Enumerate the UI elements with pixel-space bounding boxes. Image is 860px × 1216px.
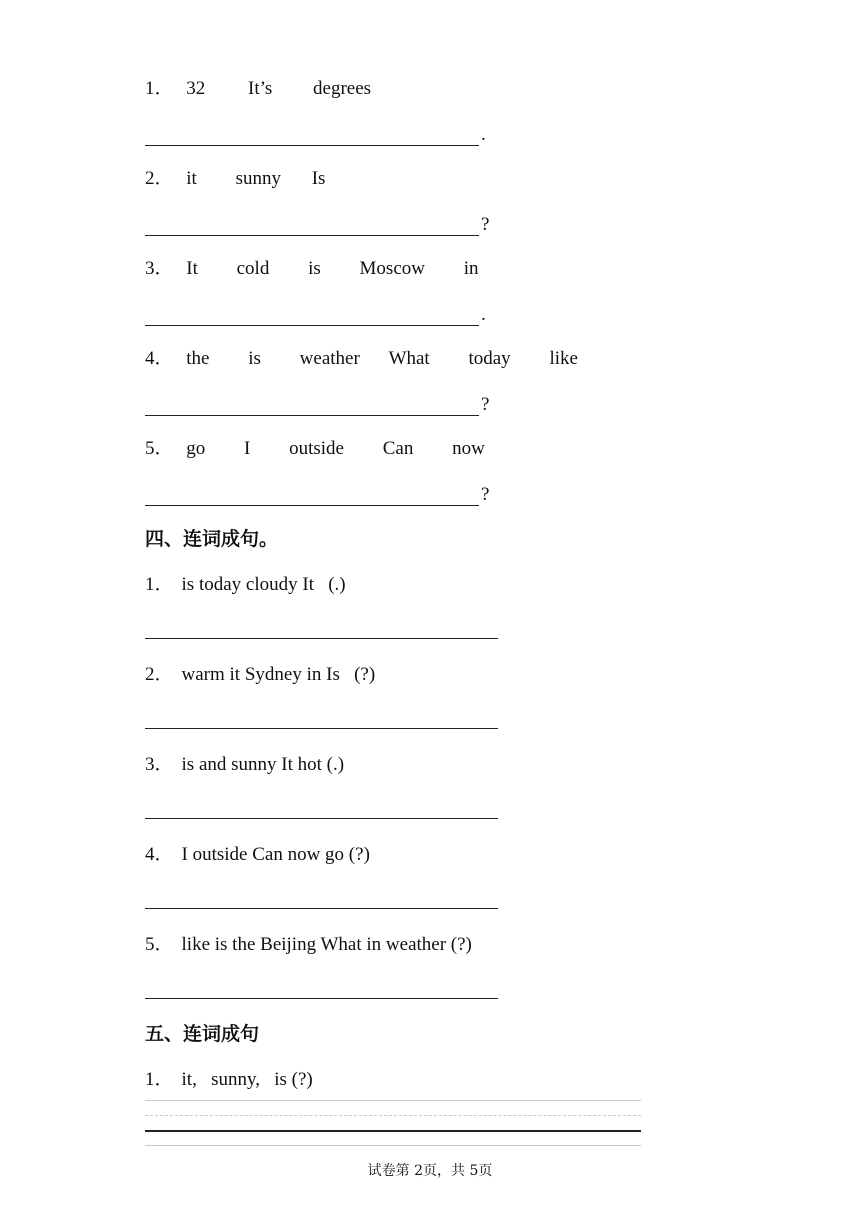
word: What	[388, 348, 430, 369]
question-line	[145, 78, 371, 100]
word: now	[452, 438, 485, 459]
question-number: 5．	[145, 934, 174, 955]
word: 32	[186, 78, 206, 99]
answer-blank[interactable]	[145, 394, 489, 416]
question-line	[145, 934, 472, 956]
question-text: it, sunny, is (?)	[181, 1069, 313, 1090]
word: Moscow	[359, 258, 425, 279]
question-number: 1．	[145, 78, 174, 99]
question-line	[145, 1069, 313, 1091]
question-line	[145, 754, 344, 776]
answer-line[interactable]	[145, 998, 498, 999]
end-punctuation: .	[481, 304, 486, 325]
question-line	[145, 664, 375, 686]
word: It’s	[248, 78, 273, 99]
answer-blank[interactable]	[145, 124, 486, 146]
answer-line[interactable]	[145, 818, 498, 819]
question-number: 1．	[145, 1069, 174, 1090]
word: like	[549, 348, 578, 369]
writing-guide-line	[145, 1145, 641, 1146]
question-line	[145, 438, 485, 460]
word: weather	[299, 348, 360, 369]
question-text: is and sunny It hot (.)	[181, 754, 345, 775]
question-number: 3．	[145, 258, 174, 279]
end-punctuation: .	[481, 124, 486, 145]
page-footer: 试卷第 2页，共 5页	[367, 1163, 493, 1179]
section-heading: 五、连词成句	[145, 1023, 260, 1045]
word: the	[186, 348, 210, 369]
question-text: I outside Can now go (?)	[181, 844, 370, 865]
end-punctuation: ?	[481, 394, 490, 415]
word: outside	[289, 438, 344, 459]
end-punctuation: ?	[481, 214, 490, 235]
word: Is	[311, 168, 326, 189]
question-line	[145, 258, 479, 280]
writing-guide-line	[145, 1100, 641, 1101]
word: it	[186, 168, 197, 189]
word: degrees	[313, 78, 372, 99]
question-number: 1．	[145, 574, 174, 595]
answer-blank[interactable]	[145, 304, 486, 326]
question-number: 4．	[145, 348, 174, 369]
question-number: 2．	[145, 664, 174, 685]
question-number: 2．	[145, 168, 174, 189]
question-text: is today cloudy It (.)	[181, 574, 346, 595]
writing-base-line[interactable]	[145, 1130, 641, 1132]
word: is	[308, 258, 321, 279]
question-line	[145, 844, 370, 866]
answer-blank[interactable]	[145, 214, 489, 236]
answer-line[interactable]	[145, 728, 498, 729]
question-line	[145, 168, 325, 190]
word: I	[244, 438, 251, 459]
question-line	[145, 348, 578, 370]
question-number: 3．	[145, 754, 174, 775]
word: Can	[382, 438, 414, 459]
answer-line[interactable]	[145, 908, 498, 909]
word: go	[186, 438, 206, 459]
question-number: 4．	[145, 844, 174, 865]
question-text: warm it Sydney in Is (?)	[181, 664, 376, 685]
end-punctuation: ?	[481, 484, 490, 505]
answer-blank[interactable]	[145, 484, 489, 506]
word: cold	[236, 258, 270, 279]
word: today	[468, 348, 511, 369]
answer-line[interactable]	[145, 638, 498, 639]
word: sunny	[235, 168, 281, 189]
word: in	[463, 258, 479, 279]
question-text: like is the Beijing What in weather (?)	[181, 934, 472, 955]
word: is	[248, 348, 261, 369]
writing-guide-line	[145, 1115, 641, 1116]
question-number: 5．	[145, 438, 174, 459]
word: It	[186, 258, 198, 279]
question-line	[145, 574, 346, 596]
section-heading: 四、连词成句。	[145, 528, 279, 550]
